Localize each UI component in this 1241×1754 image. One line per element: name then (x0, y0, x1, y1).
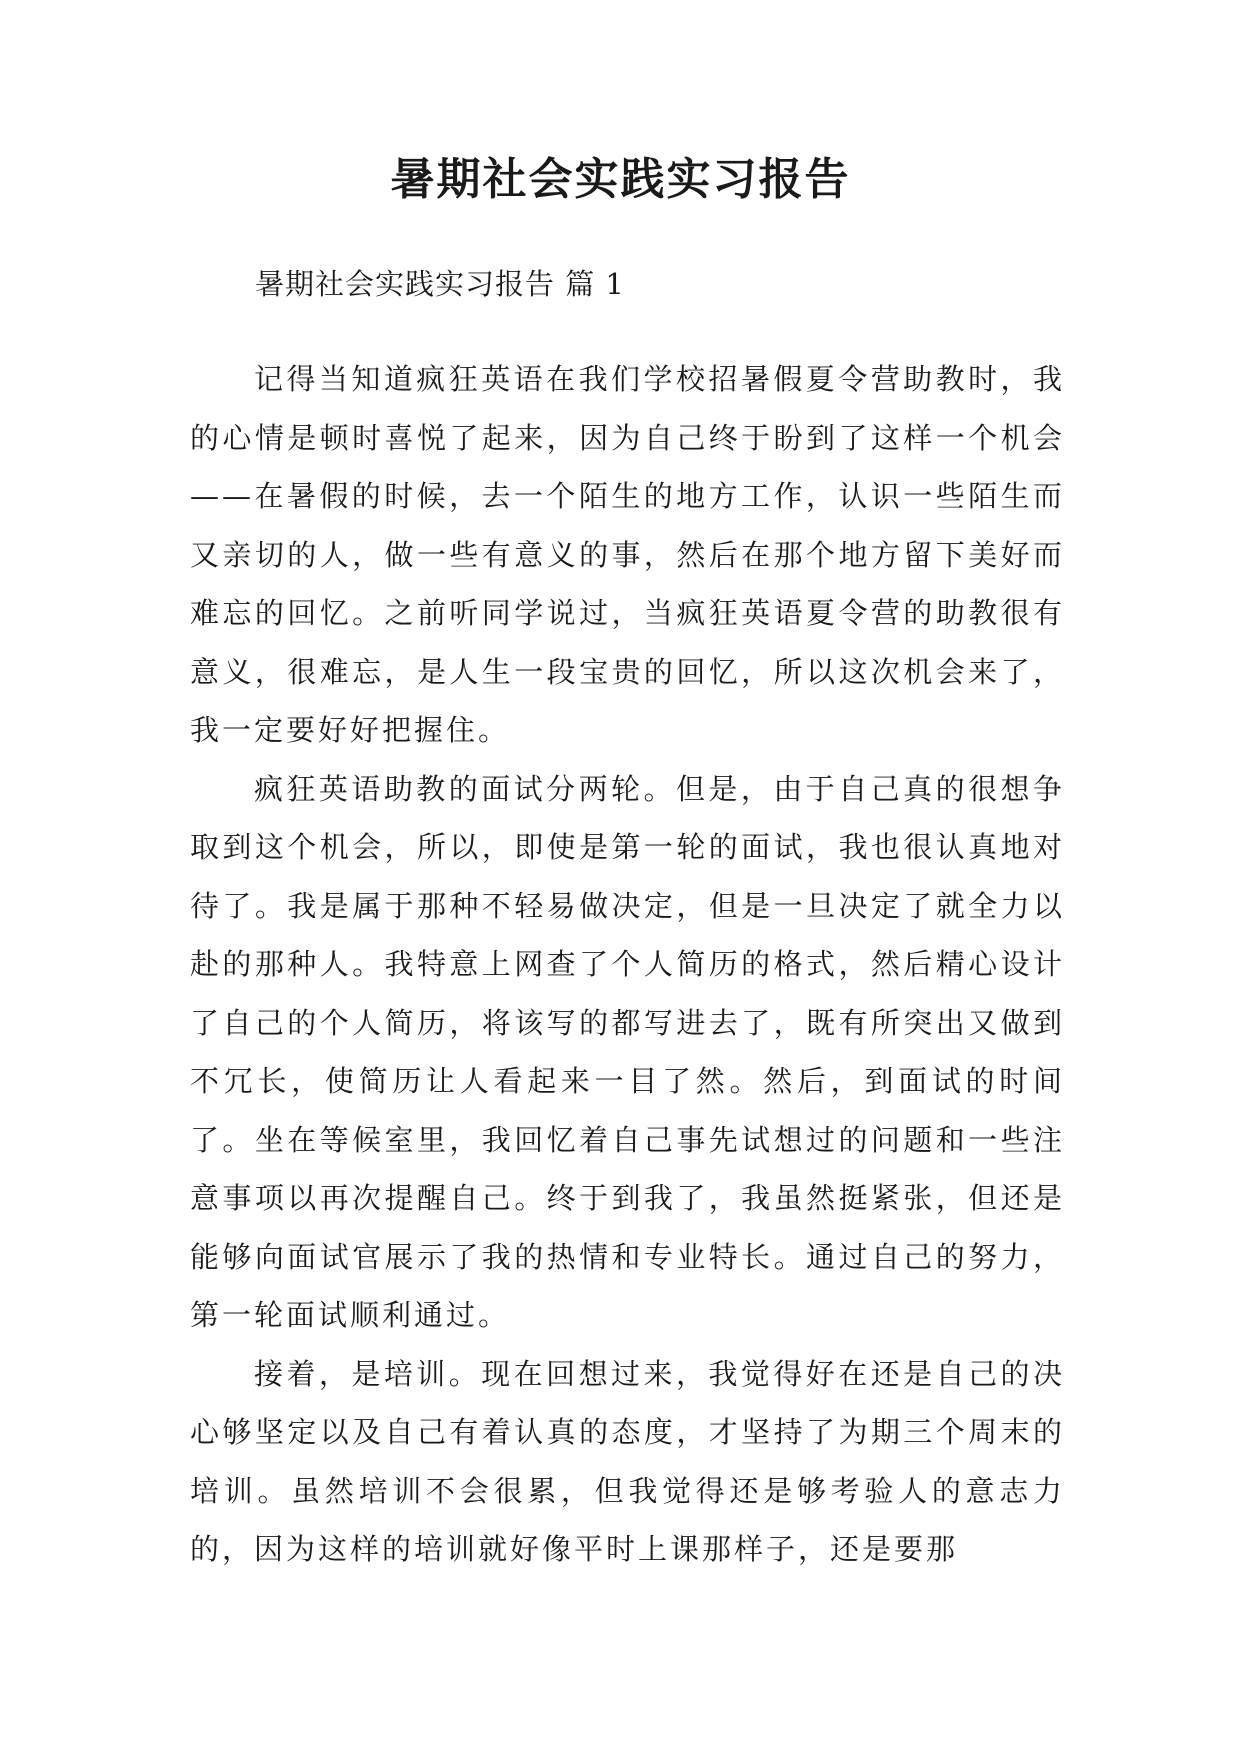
paragraph-1: 记得当知道疯狂英语在我们学校招暑假夏令营助教时，我的心情是顿时喜悦了起来，因为自己终于盼到了这样一个机会——在暑假的时候，去一个陌生的地方工作，认识一些陌生而又亲切的人，做一些有意义的事，然后在那个地方留下美好而难忘的回忆。之前听同学说过，当疯狂英语夏令营的助教很有意义，很难忘，是人生一段宝贵的回忆，所以这次机会来了，我一定要好好把握住。 (190, 362, 1065, 747)
section-heading: 暑期社会实践实习报告 篇 1 (255, 267, 625, 301)
paragraph-3: 接着，是培训。现在回想过来，我觉得好在还是自己的决心够坚定以及自己有着认真的态度，才坚持了为期三个周末的培训。虽然培训不会很累，但我觉得还是够考验人的意志力的，因为这样的培训就好像平时上课那样子，还是要那 (190, 1356, 1065, 1566)
document-body (190, 350, 1065, 1579)
document-title: 暑期社会实践实习报告 (390, 154, 851, 205)
paragraph-2: 疯狂英语助教的面试分两轮。但是，由于自己真的很想争取到这个机会，所以，即使是第一轮的面试，我也很认真地对待了。我是属于那种不轻易做决定，但是一旦决定了就全力以赴的那种人。我特意上网查了个人简历的格式，然后精心设计了自己的个人简历，将该写的都写进去了，既有所突出又做到不冗长，使简历让人看起来一目了然。然后，到面试的时间了。坐在等候室里，我回忆着自己事先试想过的问题和一些注意事项以再次提醒自己。终于到我了，我虽然挺紧张，但还是能够向面试官展示了我的热情和专业特长。通过自己的努力，第一轮面试顺利通过。 (190, 771, 1065, 1332)
